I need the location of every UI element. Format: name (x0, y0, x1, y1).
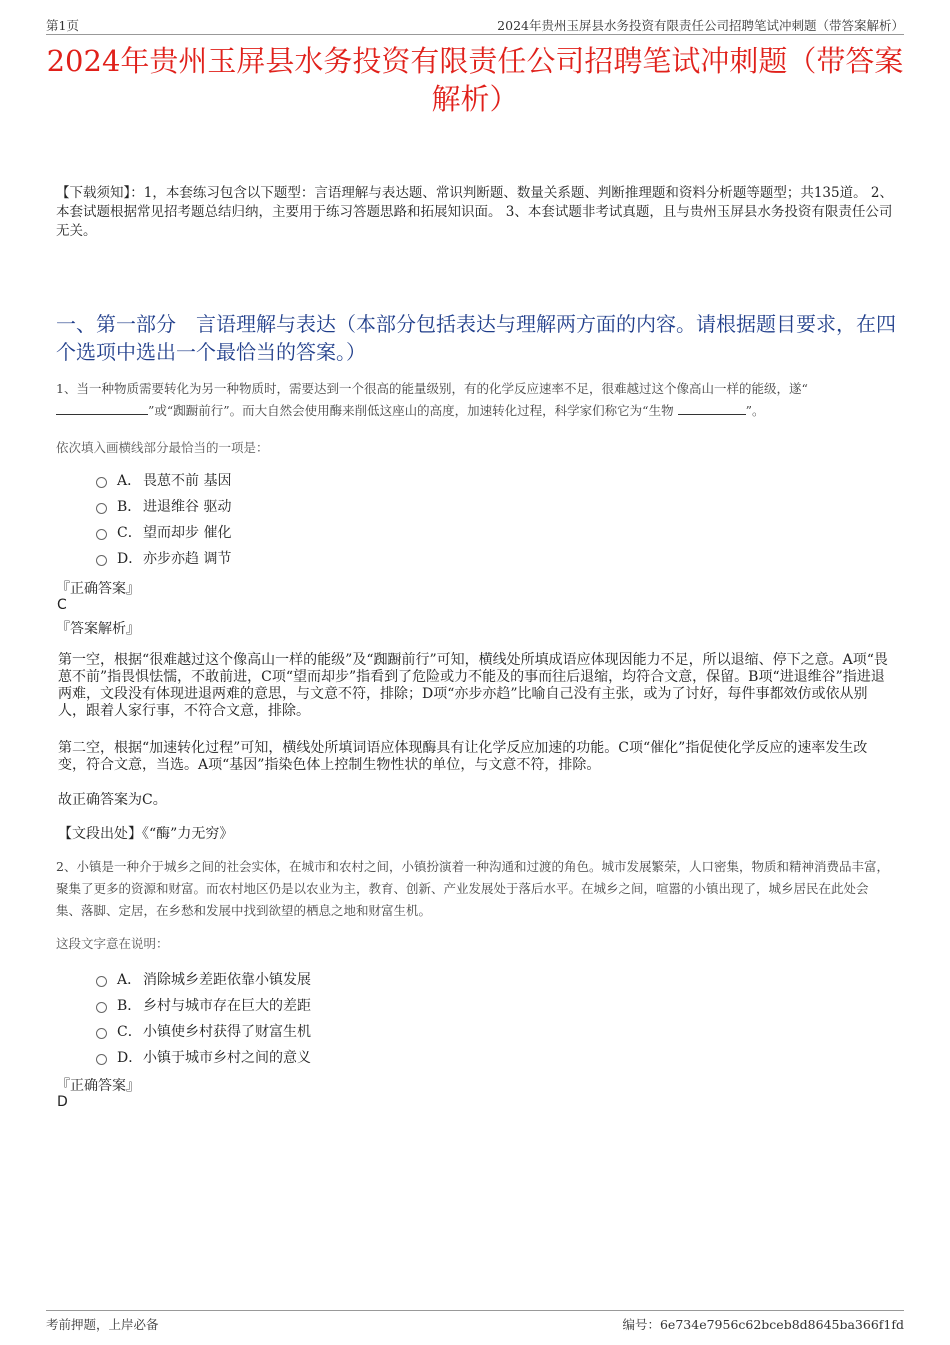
question-2-prompt: 这段文字意在说明： (56, 936, 169, 951)
option-text: 消除城乡差距依靠小镇发展 (143, 972, 311, 988)
option-text: 畏葸不前 基因 (143, 473, 232, 489)
q1-analysis-paragraph-2: 第二空，根据“加速转化过程”可知，横线处所填词语应体现酶具有让化学反应加速的功能。C项“催化”指促使化学反应的速率发生改变，符合文意，当选。A项“基因”指染色体上控制生物性状的单位，与文意不符，排除。 (58, 740, 868, 773)
radio-icon[interactable] (96, 976, 107, 987)
option-letter: D． (117, 1050, 143, 1066)
option-text: 小镇使乡村获得了财富生机 (143, 1024, 311, 1040)
q1-option-a[interactable] (96, 467, 231, 493)
option-letter: B． (117, 499, 142, 515)
q1-analysis-paragraph-1: 第一空，根据“很难越过这个像高山一样的能级”及“踟蹰前行”可知，横线处所填成语应体现因能力不足，所以退缩、停下之意。A项“畏葸不前”指畏惧怯懦，不敢前进，C项“望而却步”指看到了危险或力不能及的事而往后退缩，均符合文意，保留。B项“进退维谷”指进退两难，文段没有体现进退两难的意思，与文意不符，排除；D项“亦步亦趋”比喻自己没有主张，或为了讨好，每件事都效仿或依从别人，跟着人家行事，不符合文意，排除。 (58, 652, 888, 719)
option-text: 乡村与城市存在巨大的差距 (143, 998, 311, 1014)
option-letter: A． (117, 473, 142, 489)
q1-answer: C (57, 597, 67, 613)
header-doc-title: 2024年贵州玉屏县水务投资有限责任公司招聘笔试冲刺题（带答案解析） (497, 18, 904, 33)
option-letter: A． (117, 972, 142, 988)
q2-answer-label: 『正确答案』 (56, 1078, 140, 1094)
q2-option-c[interactable] (96, 1018, 311, 1044)
page-number: 第1页 (46, 18, 79, 33)
footer-slogan: 考前押题，上岸必备 (46, 1317, 159, 1332)
answer-blank-2 (678, 402, 746, 415)
radio-icon[interactable] (96, 503, 107, 514)
section-title: 一、第一部分 言语理解与表达（本部分包括表达与理解两方面的内容。请根据题目要求，在四个选项中选出一个最恰当的答案。） (56, 312, 896, 364)
answer-blank-1 (56, 402, 148, 415)
question-1-text (56, 378, 890, 422)
option-letter: C． (117, 525, 142, 541)
document-title: 2024年贵州玉屏县水务投资有限责任公司招聘笔试冲刺题（带答案解析） (46, 44, 904, 116)
download-notice: 【下载须知】：1，本套练习包含以下题型：言语理解与表达题、常识判断题、数量关系题、判断推理题和资料分析题等题型；共135道。 2、本套试题根据常见招考题总结归纳，主要用于练习答题思路和拓展知识面。 3、本套试题非考试真题，且与贵州玉屏县水务投资有限责任公司无关。 (56, 185, 893, 239)
radio-icon[interactable] (96, 555, 107, 566)
q1-conclusion: 故正确答案为C。 (58, 792, 167, 808)
q1-source: 【文段出处】《“酶”力无穷》 (58, 826, 234, 842)
q2-option-b[interactable] (96, 992, 311, 1018)
radio-icon[interactable] (96, 1028, 107, 1039)
q1-answer-label: 『正确答案』 (56, 581, 140, 597)
radio-icon[interactable] (96, 529, 107, 540)
question-1-text-part-a: 1、当一种物质需要转化为另一种物质时，需要达到一个很高的能量级别，有的化学反应速率不足，很难越过这个像高山一样的能级，遂“ (56, 381, 808, 396)
q2-option-d[interactable] (96, 1044, 311, 1070)
q2-option-a[interactable] (96, 966, 311, 992)
option-text: 进退维谷 驱动 (143, 499, 232, 515)
question-1-text-part-c: ”。 (745, 403, 765, 418)
q1-analysis-label: 『答案解析』 (56, 621, 140, 637)
question-1-text-part-b: ”或“踟蹰前行”。而大自然会使用酶来削低这座山的高度，加速转化过程，科学家们称它为“生物 (148, 403, 674, 418)
option-text: 亦步亦趋 调节 (143, 551, 232, 567)
question-1-prompt: 依次填入画横线部分最恰当的一项是： (56, 440, 269, 455)
option-text: 小镇于城市乡村之间的意义 (143, 1050, 311, 1066)
option-letter: D． (117, 551, 143, 567)
question-1-options (96, 467, 231, 571)
option-letter: C． (117, 1024, 142, 1040)
option-text: 望而却步 催化 (143, 525, 232, 541)
page-footer (46, 1310, 904, 1333)
q2-answer: D (57, 1094, 68, 1110)
question-2-options (96, 966, 311, 1070)
option-letter: B． (117, 998, 142, 1014)
radio-icon[interactable] (96, 477, 107, 488)
question-2-text: 2、小镇是一种介于城乡之间的社会实体，在城市和农村之间，小镇扮演着一种沟通和过渡的角色。城市发展繁荣，人口密集，物质和精神消费品丰富，聚集了更多的资源和财富。而农村地区仍是以农业为主，教育、创新、产业发展处于落后水平。在城乡之间，喧嚣的小镇出现了，城乡居民在此处会集、落脚、定居，在乡愁和发展中找到欲望的栖息之地和财富生机。 (56, 859, 889, 918)
page-header (46, 14, 904, 35)
radio-icon[interactable] (96, 1002, 107, 1013)
q1-option-c[interactable] (96, 519, 231, 545)
radio-icon[interactable] (96, 1054, 107, 1065)
document-id: 编号：6e734e7956c62bceb8d8645ba366f1fd (622, 1317, 904, 1332)
q1-option-d[interactable] (96, 545, 231, 571)
q1-option-b[interactable] (96, 493, 231, 519)
